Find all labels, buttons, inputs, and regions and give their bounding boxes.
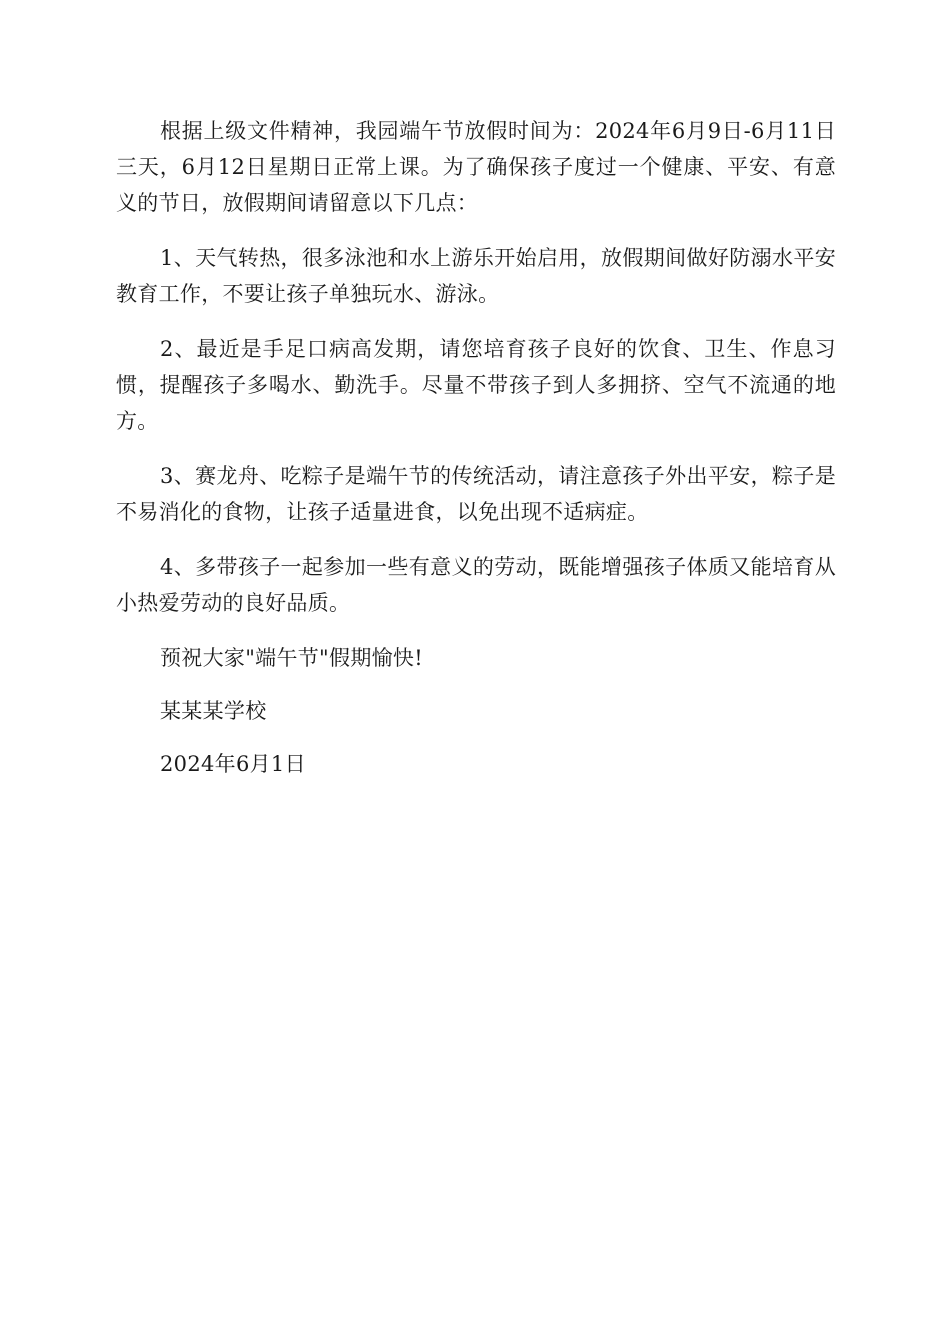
notice-item-2: 2、最近是手足口病高发期，请您培育孩子良好的饮食、卫生、作息习惯，提醒孩子多喝水、勤洗手。尽量不带孩子到人多拥挤、空气不流通的地方。 — [116, 337, 836, 433]
document-body — [116, 113, 836, 799]
notice-item-3: 3、赛龙舟、吃粽子是端午节的传统活动，请注意孩子外出平安，粽子是不易消化的食物，让孩子适量进食，以免出现不适病症。 — [116, 464, 836, 524]
intro-paragraph: 根据上级文件精神，我园端午节放假时间为：2024年6月9日-6月11日三天，6月12日星期日正常上课。为了确保孩子度过一个健康、平安、有意义的节日，放假期间请留意以下几点： — [116, 119, 836, 215]
notice-item-1: 1、天气转热，很多泳池和水上游乐开始启用，放假期间做好防溺水平安教育工作，不要让孩子单独玩水、游泳。 — [116, 246, 836, 306]
document-date: 2024年6月1日 — [160, 752, 306, 776]
closing-wish: 预祝大家"端午节"假期愉快! — [160, 646, 423, 670]
notice-item-4: 4、多带孩子一起参加一些有意义的劳动，既能增强孩子体质又能培育从小热爱劳动的良好品质。 — [116, 555, 836, 615]
signature: 某某某学校 — [160, 699, 267, 723]
